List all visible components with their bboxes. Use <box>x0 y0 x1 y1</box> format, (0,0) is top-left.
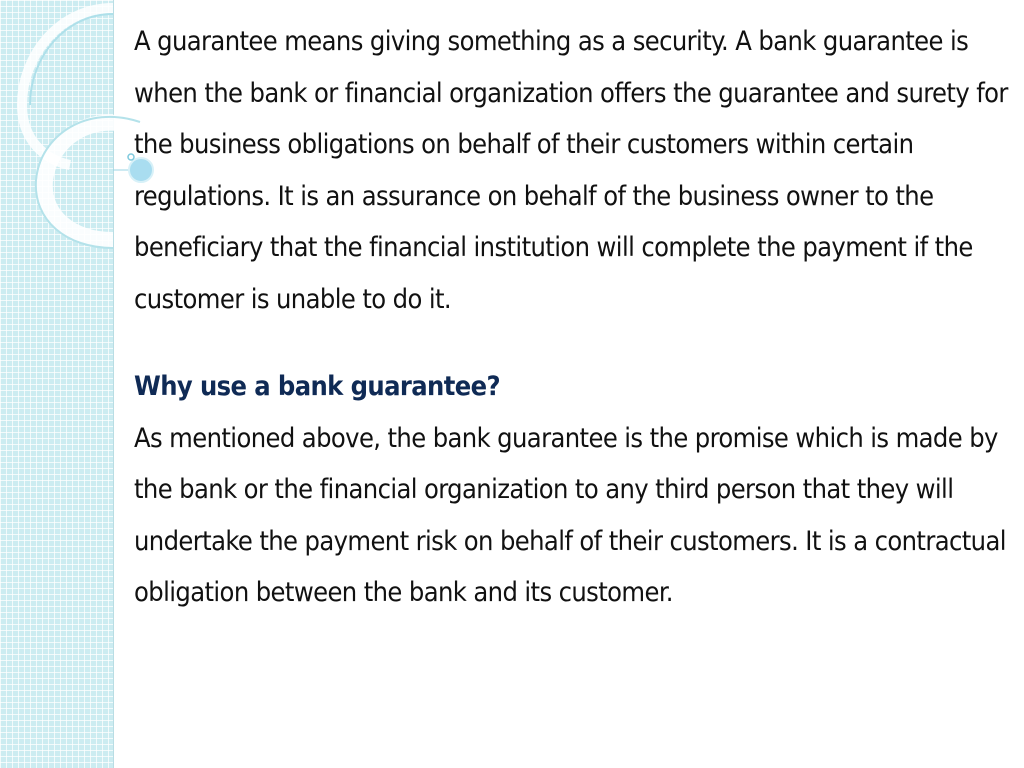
section-heading: Why use a bank guarantee? <box>134 371 500 402</box>
slide-content <box>134 16 1012 619</box>
answer-paragraph: As mentioned above, the bank guarantee is the promise which is made by the bank or the financial organization to any third person that they will undertake the payment risk on behalf of their customers. It is a contractual obligation between the bank and its customer. <box>134 422 1006 608</box>
intro-paragraph: A guarantee means giving something as a security. A bank guarantee is when the bank or financial organization offers the guarantee and surety for the business obligations on behalf of their customers within certain regulations. It is an assurance on behalf of the business owner to the beneficiary that the financial institution will complete the payment if the customer is unable to do it. <box>134 26 1008 315</box>
